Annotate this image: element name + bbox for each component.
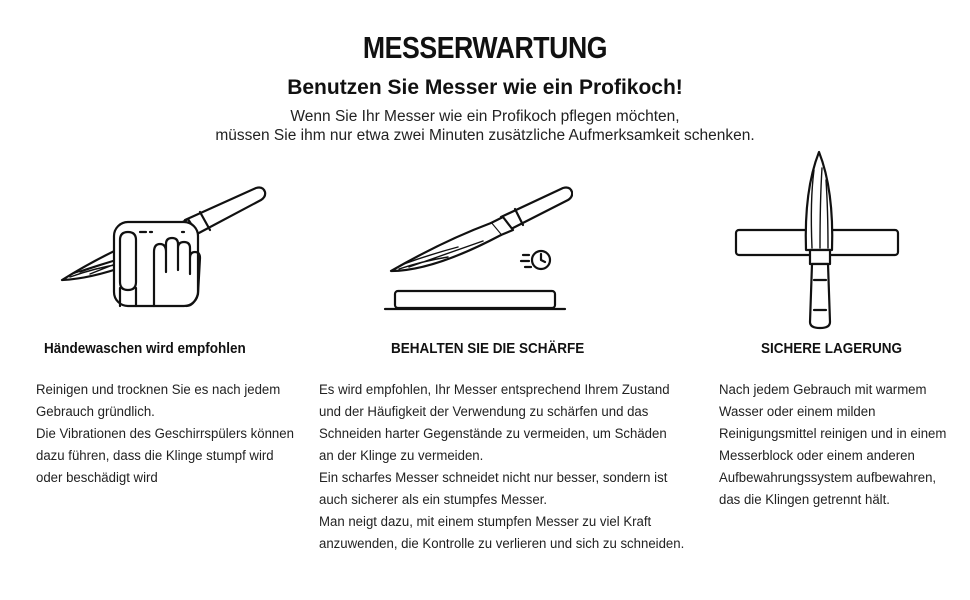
text-line: Es wird empfohlen, Ihr Messer entsprechend Ihrem Zustand	[319, 382, 670, 398]
section-title-storage: SICHERE LAGERUNG	[761, 340, 903, 357]
magnetic-knife-holder-icon	[734, 150, 904, 332]
section-title-hand-wash: Händewaschen wird empfohlen	[44, 340, 246, 357]
text-line: Nach jedem Gebrauch mit warmem	[719, 382, 927, 398]
text-line: Messerblock oder einem anderen	[719, 448, 915, 464]
text-line: Die Vibrationen des Geschirrspülers können	[36, 426, 294, 442]
text-line: Wasser oder einem milden	[719, 404, 876, 420]
intro-text	[0, 107, 970, 145]
page-title: MESSERWARTUNG	[362, 30, 608, 65]
text-line: Reinigungsmittel reinigen und in einem	[719, 426, 947, 442]
intro-line-1: Wenn Sie Ihr Messer wie ein Profikoch pflegen möchten,	[290, 108, 680, 125]
text-line: Schneiden harter Gegenstände zu vermeiden, um Schäden	[319, 426, 667, 442]
text-line: das die Klingen getrennt hält.	[719, 492, 890, 508]
section-text-sharpness	[319, 379, 712, 555]
text-line: oder beschädigt wird	[36, 470, 158, 486]
section-text-storage	[719, 379, 964, 511]
text-line: an der Klinge zu vermeiden.	[319, 448, 484, 464]
text-line: anzuwenden, die Kontrolle zu verlieren und sich zu schneiden.	[319, 536, 685, 552]
section-title-sharpness: BEHALTEN SIE DIE SCHÄRFE	[391, 340, 585, 357]
text-line: Man neigt dazu, mit einem stumpfen Messer zu viel Kraft	[319, 514, 652, 530]
page-subtitle: Benutzen Sie Messer wie ein Profikoch!	[287, 76, 683, 99]
hand-washing-knife-icon	[50, 182, 270, 312]
text-line: Aufbewahrungssystem aufbewahren,	[719, 470, 937, 486]
text-line: und der Häufigkeit der Verwendung zu schärfen und das	[319, 404, 649, 420]
intro-line-2: müssen Sie ihm nur etwa zwei Minuten zusätzliche Aufmerksamkeit schenken.	[215, 127, 755, 144]
text-line: auch sicherer als ein stumpfes Messer.	[319, 492, 548, 508]
text-line: Reinigen und trocknen Sie es nach jedem	[36, 382, 281, 398]
section-text-hand-wash	[36, 379, 313, 489]
knife-sharpening-stone-icon	[383, 183, 573, 313]
text-line: Gebrauch gründlich.	[36, 404, 155, 420]
text-line: Ein scharfes Messer schneidet nicht nur besser, sondern ist	[319, 470, 668, 486]
text-line: dazu führen, dass die Klinge stumpf wird	[36, 448, 274, 464]
